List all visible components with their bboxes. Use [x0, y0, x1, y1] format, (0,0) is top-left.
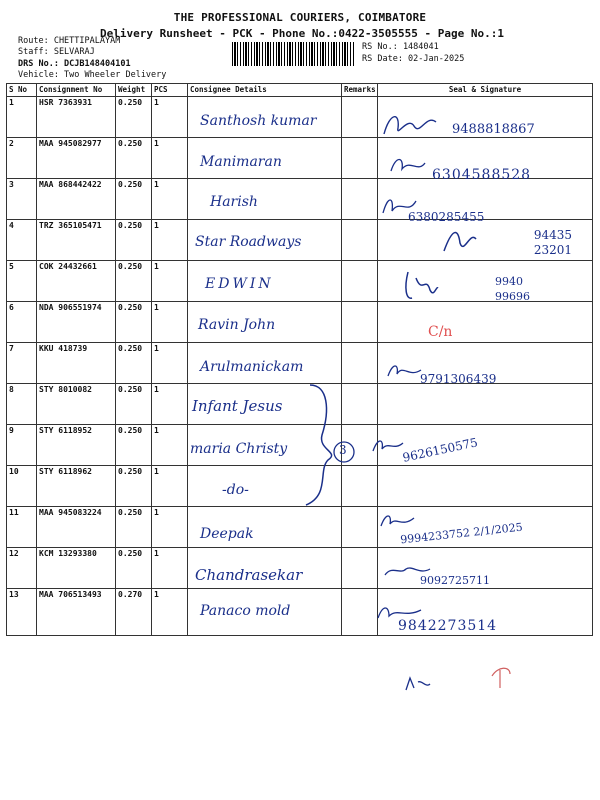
row-weight: 0.250 — [116, 507, 152, 548]
signature-scribble — [378, 510, 418, 532]
col-sno: S No — [7, 84, 37, 97]
circled-number: 3 — [339, 443, 347, 457]
company-title: THE PROFESSIONAL COURIERS, COIMBATORE — [173, 11, 427, 24]
row-remarks — [342, 343, 378, 384]
vehicle-label: Vehicle: Two Wheeler Delivery — [18, 70, 167, 80]
row-pcs: 1 — [152, 302, 188, 343]
row-remarks — [342, 97, 378, 138]
row-sno: 5 — [7, 261, 37, 302]
row-sno: 9 — [7, 425, 37, 466]
signature-phone: 9791306439 — [420, 372, 497, 386]
row-pcs: 1 — [152, 589, 188, 636]
runsheet-title: Delivery Runsheet - PCK - Phone No.:0422-3505555 - Page No.:1 — [100, 27, 504, 40]
row-pcs: 1 — [152, 343, 188, 384]
row-weight: 0.250 — [116, 466, 152, 507]
signature-scribble — [385, 360, 425, 382]
rs-date: RS Date: 02-Jan-2025 — [362, 54, 465, 64]
row-weight: 0.250 — [116, 97, 152, 138]
rs-number: RS No.: 1484041 — [362, 42, 439, 52]
row-pcs: 1 — [152, 138, 188, 179]
handwritten-consignee: maria Christy — [190, 441, 288, 457]
signature-phone: 9940 99696 — [495, 275, 530, 303]
row-weight: 0.250 — [116, 425, 152, 466]
row-weight: 0.270 — [116, 589, 152, 636]
staff-label: Staff: SELVARAJ — [18, 47, 95, 57]
route-label: Route: CHETTIPALAYAM — [18, 36, 121, 46]
handwritten-consignee: -do- — [222, 482, 249, 498]
row-pcs: 1 — [152, 507, 188, 548]
row-consignment: KCM 13293380 — [37, 548, 116, 589]
row-remarks — [342, 138, 378, 179]
signature-phone: 9488818867 — [452, 122, 535, 137]
signature-scribble — [388, 153, 428, 177]
bracket-annotation — [300, 380, 360, 510]
row-remarks — [342, 220, 378, 261]
handwritten-consignee: EDWIN — [205, 276, 274, 292]
row-weight: 0.250 — [116, 179, 152, 220]
row-weight: 0.250 — [116, 384, 152, 425]
bottom-scribble — [400, 660, 540, 700]
row-consignment: MAA 706513493 — [37, 589, 116, 636]
row-sno: 4 — [7, 220, 37, 261]
col-consignee: Consignee Details — [188, 84, 342, 97]
row-consignment: STY 6118952 — [37, 425, 116, 466]
row-signature — [378, 466, 593, 507]
row-remarks — [342, 179, 378, 220]
row-consignment: STY 6118962 — [37, 466, 116, 507]
row-sno: 8 — [7, 384, 37, 425]
signature-phone: 9626150575 — [401, 435, 479, 465]
row-sno: 12 — [7, 548, 37, 589]
handwritten-consignee: Manimaran — [200, 154, 282, 170]
remark-red: C/n — [428, 324, 453, 340]
handwritten-consignee: Infant Jesus — [192, 397, 283, 415]
col-signature: Seal & Signature — [378, 84, 593, 97]
row-consignment: KKU 418739 — [37, 343, 116, 384]
signature-phone: 6304588528 — [432, 167, 532, 183]
row-pcs: 1 — [152, 220, 188, 261]
signature-phone: 94435 23201 — [533, 228, 572, 257]
signature-scribble — [440, 225, 480, 257]
handwritten-consignee: Star Roadways — [195, 234, 302, 250]
row-remarks — [342, 589, 378, 636]
row-consignment: MAA 868442422 — [37, 179, 116, 220]
row-consignment: COK 24432661 — [37, 261, 116, 302]
row-remarks — [342, 302, 378, 343]
row-sno: 1 — [7, 97, 37, 138]
row-weight: 0.250 — [116, 302, 152, 343]
table-row — [7, 302, 593, 343]
row-sno: 7 — [7, 343, 37, 384]
row-remarks — [342, 507, 378, 548]
row-weight: 0.250 — [116, 343, 152, 384]
row-consignment: STY 8010082 — [37, 384, 116, 425]
row-remarks — [342, 261, 378, 302]
row-signature — [378, 384, 593, 425]
col-weight: Weight — [116, 84, 152, 97]
row-pcs: 1 — [152, 425, 188, 466]
row-sno: 11 — [7, 507, 37, 548]
signature-scribble — [380, 108, 440, 142]
drs-number: DRS No.: DCJB148404101 — [18, 59, 131, 69]
signature-phone: 6380285455 — [408, 210, 485, 224]
row-consignment: MAA 945082977 — [37, 138, 116, 179]
row-consignment: NDA 906551974 — [37, 302, 116, 343]
signature-phone: 9092725711 — [420, 574, 490, 587]
signature-phone: 9994233752 2/1/2025 — [399, 520, 524, 547]
handwritten-consignee: Panaco mold — [200, 603, 291, 619]
col-consignment: Consignment No — [37, 84, 116, 97]
row-weight: 0.250 — [116, 548, 152, 589]
row-weight: 0.250 — [116, 220, 152, 261]
row-consignment: TRZ 365105471 — [37, 220, 116, 261]
signature-scribble — [400, 268, 440, 304]
barcode — [232, 42, 354, 66]
row-signature — [378, 302, 593, 343]
row-sno: 10 — [7, 466, 37, 507]
row-sno: 3 — [7, 179, 37, 220]
row-pcs: 1 — [152, 261, 188, 302]
handwritten-consignee: Santhosh kumar — [200, 113, 317, 129]
row-pcs: 1 — [152, 466, 188, 507]
row-sno: 2 — [7, 138, 37, 179]
table-header — [7, 84, 593, 97]
row-sno: 6 — [7, 302, 37, 343]
row-consignment: MAA 945083224 — [37, 507, 116, 548]
handwritten-consignee: Harish — [210, 194, 258, 210]
row-remarks — [342, 548, 378, 589]
row-consignment: HSR 7363931 — [37, 97, 116, 138]
row-weight: 0.250 — [116, 138, 152, 179]
handwritten-consignee: Arulmanickam — [200, 359, 304, 375]
col-pcs: PCS — [152, 84, 188, 97]
col-remarks: Remarks — [342, 84, 378, 97]
table-row — [7, 179, 593, 220]
row-weight: 0.250 — [116, 261, 152, 302]
table-row — [7, 589, 593, 636]
row-pcs: 1 — [152, 548, 188, 589]
handwritten-consignee: Chandrasekar — [195, 566, 303, 584]
row-pcs: 1 — [152, 179, 188, 220]
handwritten-consignee: Ravin John — [198, 317, 276, 333]
row-pcs: 1 — [152, 384, 188, 425]
handwritten-consignee: Deepak — [200, 526, 254, 542]
row-sno: 13 — [7, 589, 37, 636]
signature-phone: 9842273514 — [398, 618, 498, 634]
row-pcs: 1 — [152, 97, 188, 138]
